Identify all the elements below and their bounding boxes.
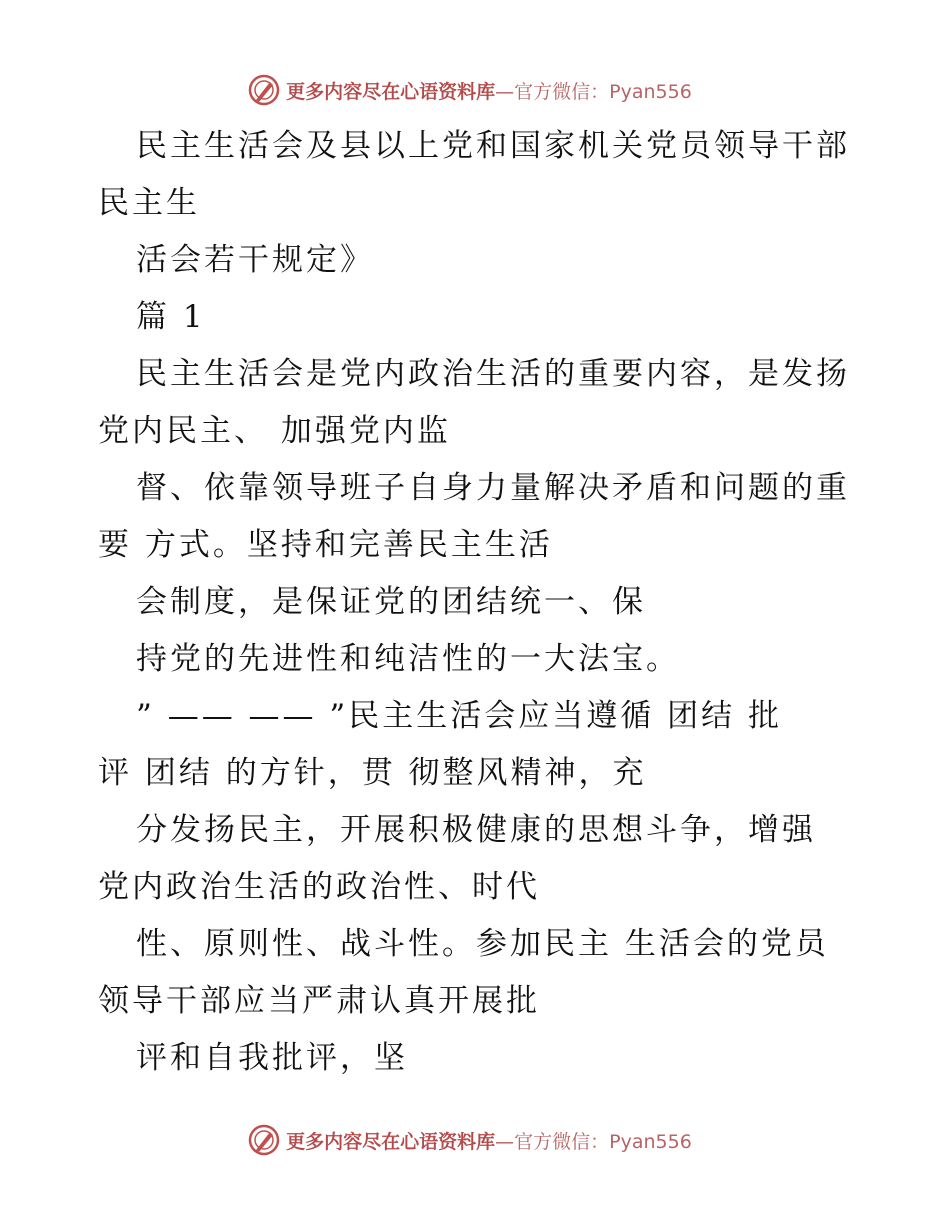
- text-line: 要 方式。坚持和完善民主生活: [98, 527, 553, 563]
- text-line: 持党的先进性和纯洁性的一大法宝。: [136, 641, 680, 677]
- text-line: 党内政治生活的政治性、时代: [98, 869, 540, 905]
- pen-logo-icon: [248, 1124, 280, 1156]
- text-line: 活会若干规定》: [136, 242, 374, 278]
- pen-logo-icon: [248, 74, 280, 106]
- header-banner: [0, 70, 950, 110]
- text-line: 民主生活会及县以上党和国家机关党员领导干部: [136, 128, 850, 164]
- document-body: [98, 118, 858, 1087]
- text-line: 领导干部应当严肃认真开展批: [98, 983, 540, 1019]
- text-line: 分发扬民主，开展积极健康的思想斗争，增强: [136, 812, 816, 848]
- banner-text: [286, 1127, 692, 1154]
- banner-dash: —: [495, 80, 515, 103]
- text-line: 民主生活会是党内政治生活的重要内容，是发扬: [136, 356, 850, 392]
- text-line: 评 团结 的方针，贯 彻整风精神，充: [98, 755, 647, 791]
- banner-sub-text: 官方微信：Pyan556: [514, 1130, 692, 1153]
- text-line: 篇 1: [136, 299, 206, 335]
- text-line: 评和自我批评，坚: [136, 1040, 408, 1076]
- banner-main-text: 更多内容尽在心语资料库: [286, 1130, 496, 1153]
- text-line: 民主生: [98, 185, 200, 221]
- banner-text: [286, 77, 692, 104]
- text-line: ” —— —— ”民主生活会应当遵循 团结 批: [136, 698, 782, 734]
- banner-main-text: 更多内容尽在心语资料库: [286, 80, 496, 103]
- footer-banner: [0, 1120, 950, 1160]
- text-line: 党内民主、 加强党内监: [98, 413, 451, 449]
- banner-sub-text: 官方微信：Pyan556: [514, 80, 692, 103]
- text-line: 会制度，是保证党的团结统一、保: [136, 584, 646, 620]
- banner-dash: —: [495, 1130, 515, 1153]
- text-line: 督、依靠领导班子自身力量解决矛盾和问题的重: [136, 470, 850, 506]
- text-line: 性、原则性、战斗性。参加民主 生活会的党员: [136, 926, 829, 962]
